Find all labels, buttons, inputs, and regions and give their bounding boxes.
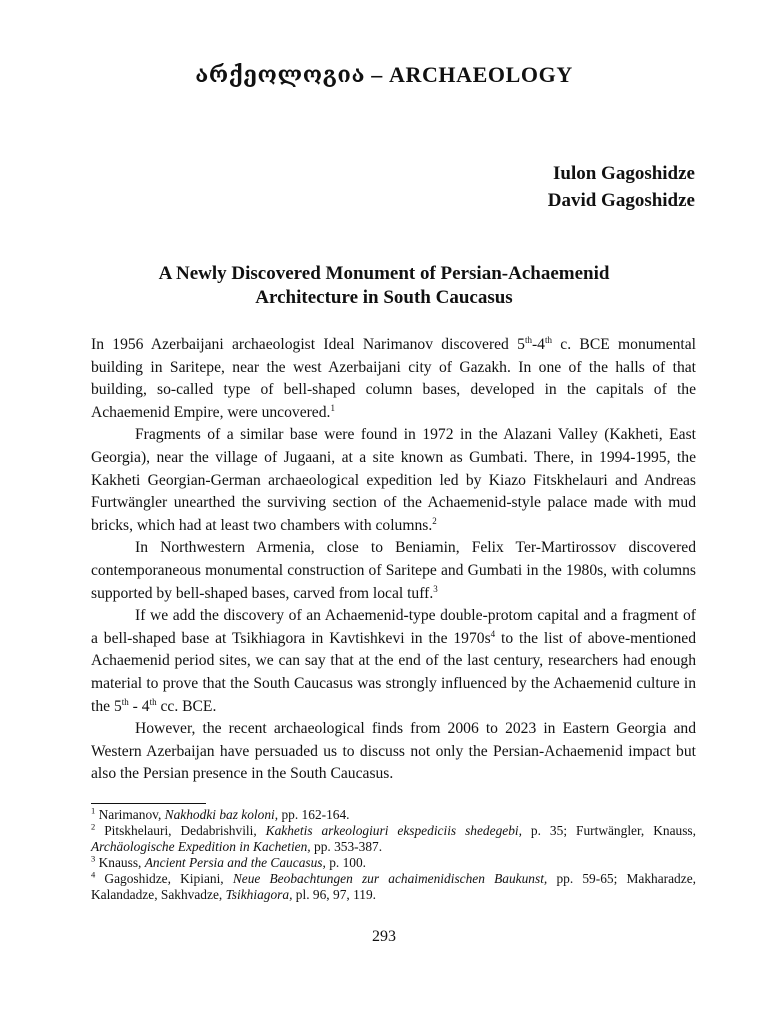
text-run: pl. 96, 97, 119. xyxy=(292,887,377,902)
text-run: pp. 59-65; Makharadze, Kalandadze, Sakhvadze, xyxy=(91,871,696,902)
author-list xyxy=(548,160,695,214)
footnote-3 xyxy=(91,855,696,871)
article-body xyxy=(91,334,696,786)
footnote-number: 3 xyxy=(91,853,96,864)
text-run: cc. BCE. xyxy=(156,697,217,715)
footnote-ref[interactable]: 2 xyxy=(432,515,437,526)
footnote-ref[interactable]: 4 xyxy=(490,628,496,639)
paragraph-5: However, the recent archaeological finds from 2006 to 2023 in Eastern Georgia and Western Azerbaijan have persuaded us to discuss not only the Persian-Achaemenid impact but also the Persian presence in the South Caucasus. xyxy=(91,720,696,783)
citation-title: Tsikhiagora, xyxy=(225,887,293,902)
citation-title: Nakhodki baz koloni xyxy=(164,807,275,822)
paragraph-2 xyxy=(91,424,696,537)
text-run: to the list of above-mentioned Achaemenid period sites, we can say that at the end of the last century, researchers had enough material to prove that the South Caucasus was strongly influenced by the Achaemenid culture in the 5 xyxy=(91,629,696,715)
section-title: არქეოლოგია – ARCHAEOLOGY xyxy=(195,62,573,87)
footnotes xyxy=(91,807,696,903)
citation-title: Neue Beobachtungen zur achaimenidischen Baukunst, xyxy=(232,871,548,886)
author-name: David Gagoshidze xyxy=(547,190,695,211)
footnote-ref[interactable]: 3 xyxy=(433,583,438,594)
text-run: In 1956 Azerbaijani archaeologist Ideal Narimanov discovered 5 xyxy=(91,336,525,353)
citation-title: Ancient Persia and the Caucasus, xyxy=(144,855,326,870)
text-run: Fragments of a similar base were found in 1972 in the Alazani Valley (Kakheti, East Georgia), near the village of Jugaani, at a site known as Gumbati. There, in 1994-1995, the Kakheti Georgian-German archaeological expedition led by Kiazo Fitskhelauri and Andreas Furtwängler unearthed the surviving section of the Achaemenid-style palace made with mud bricks, which had at least two chambers with columns. xyxy=(91,426,696,534)
superscript: th xyxy=(524,334,532,345)
text-run: p. 100. xyxy=(325,855,367,870)
superscript: th xyxy=(544,334,552,345)
text-run: Pitskhelauri, Dedabrishvili, xyxy=(95,823,266,838)
article-title xyxy=(0,262,768,310)
text-run: c. BCE monumental building in Saritepe, near the west Azerbaijani city of Gazakh. In one of the halls of that building, so-called type of bell-shaped column bases, developed in the capitals of the Achaemenid Empire, were uncovered. xyxy=(91,336,697,421)
footnote-number: 4 xyxy=(91,869,96,880)
page-number: 293 xyxy=(372,928,396,945)
text-run: p. 35; Furtwängler, Knauss, xyxy=(521,823,696,838)
text-run: If we add the discovery of an Achaemenid-type double-protom capital and a fragment of a bell-shaped base at Tsikhiagora in Kavtishkevi in the 1970s xyxy=(91,607,696,647)
footnote-number: 1 xyxy=(91,805,96,816)
paragraph-3 xyxy=(91,537,696,605)
text-run: pp. 353-387. xyxy=(310,839,383,854)
article-title-line: A Newly Discovered Monument of Persian-Achaemenid xyxy=(158,263,610,284)
paragraph-1 xyxy=(91,334,696,424)
text-run: -4 xyxy=(531,336,545,353)
paragraph-4 xyxy=(91,605,696,718)
superscript: th xyxy=(149,696,157,707)
text-run: Knauss, xyxy=(95,855,145,870)
citation-title: Archäologische Expedition in Kachetien, xyxy=(91,839,311,854)
footnote-1 xyxy=(91,807,696,823)
text-run: Gagoshidze, Kipiani, xyxy=(95,871,233,886)
text-run: In Northwestern Armenia, close to Beniamin, Felix Ter-Martirossov discovered contemporaneous monumental construction of Saritepe and Gumbati in the 1980s, with columns supported by bell-shaped bases, carved from local tuff. xyxy=(91,539,696,602)
footnote-number: 2 xyxy=(91,821,96,832)
footnote-4 xyxy=(91,871,696,903)
text-run: , pp. 162-164. xyxy=(274,807,350,822)
superscript: th xyxy=(121,696,129,707)
text-run: Narimanov, xyxy=(95,807,165,822)
author-name: Iulon Gagoshidze xyxy=(552,163,695,184)
text-run: - 4 xyxy=(128,697,150,715)
article-title-line: Architecture in South Caucasus xyxy=(255,287,513,308)
footnote-ref[interactable]: 1 xyxy=(330,402,335,413)
citation-title: Kakhetis arkeologiuri ekspediciis shedegebi, xyxy=(265,823,522,838)
footnote-divider xyxy=(91,803,206,804)
footnote-2 xyxy=(91,823,696,855)
